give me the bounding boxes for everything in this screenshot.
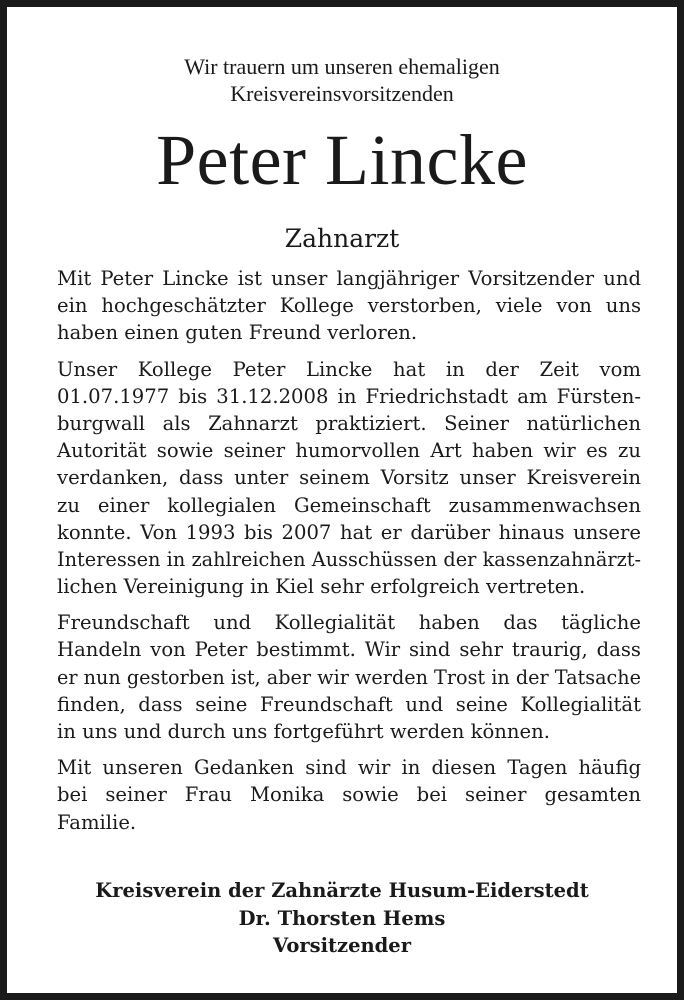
body-line: in uns und durch uns fortgeführt werden können. xyxy=(57,720,550,743)
deceased-profession: Zahnarzt xyxy=(284,224,400,253)
intro-text xyxy=(7,53,677,107)
body-line: er nun gestorben ist, aber wir werden Trost in der Tatsache xyxy=(57,665,641,689)
body-line: Unser Kollege Peter Lincke hat in der Zeit vom xyxy=(57,357,641,381)
body-line: Autorität sowie seiner humorvollen Art haben wir es zu xyxy=(57,439,641,463)
body-line: bei seiner Frau Monika sowie bei seiner gesamten xyxy=(57,783,641,807)
body-line: konnte. Von 1993 bis 2007 hat er darüber hinaus unsere xyxy=(57,520,641,544)
body-paragraph xyxy=(57,754,641,836)
body-line: ein hochgeschätzter Kollege verstorben, viele von uns xyxy=(57,294,641,318)
signature-person: Dr. Thorsten Hems xyxy=(238,906,446,930)
body-line: Freundschaft und Kollegialität haben das tägliche xyxy=(57,611,641,635)
body-line: finden, dass seine Freundschaft und seine Kollegialität xyxy=(57,692,641,716)
body-line: burgwall als Zahnarzt praktiziert. Seiner natürlichen xyxy=(57,411,641,435)
body-line: verdanken, dass unter seinem Vorsitz unser Kreisverein xyxy=(57,466,641,490)
intro-line-1: Wir trauern um unseren ehemaligen xyxy=(184,54,500,79)
body-line: Interessen in zahlreichen Ausschüssen der kassenzahnärzt- xyxy=(57,547,641,571)
body-paragraph xyxy=(57,609,641,745)
body-line: Mit unseren Gedanken sind wir in diesen Tagen häufig xyxy=(57,756,641,780)
body-line: zu einer kollegialen Gemeinschaft zusammenwachsen xyxy=(57,493,641,517)
body-line: Familie. xyxy=(57,810,137,834)
signature-role: Vorsitzender xyxy=(273,934,411,957)
body-paragraph xyxy=(57,356,641,601)
body-line: Mit Peter Lincke ist unser langjähriger Vorsitzender und xyxy=(57,267,641,290)
body-paragraph xyxy=(57,265,641,347)
body-line: lichen Vereinigung in Kiel sehr erfolgreich vertreten. xyxy=(57,575,586,599)
signature-block xyxy=(7,877,677,960)
deceased-name: Peter Lincke xyxy=(156,120,528,200)
intro-line-2: Kreisvereinsvorsitzenden xyxy=(230,81,454,106)
body-line: 01.07.1977 bis 31.12.2008 in Friedrichstadt am Fürsten- xyxy=(57,384,641,408)
obituary-body xyxy=(57,265,641,836)
body-line: Handeln von Peter bestimmt. Wir sind sehr traurig, dass xyxy=(57,638,641,662)
body-line: haben einen guten Freund verloren. xyxy=(57,321,418,345)
signature-organization: Kreisverein der Zahnärzte Husum-Eiderstedt xyxy=(95,879,589,902)
